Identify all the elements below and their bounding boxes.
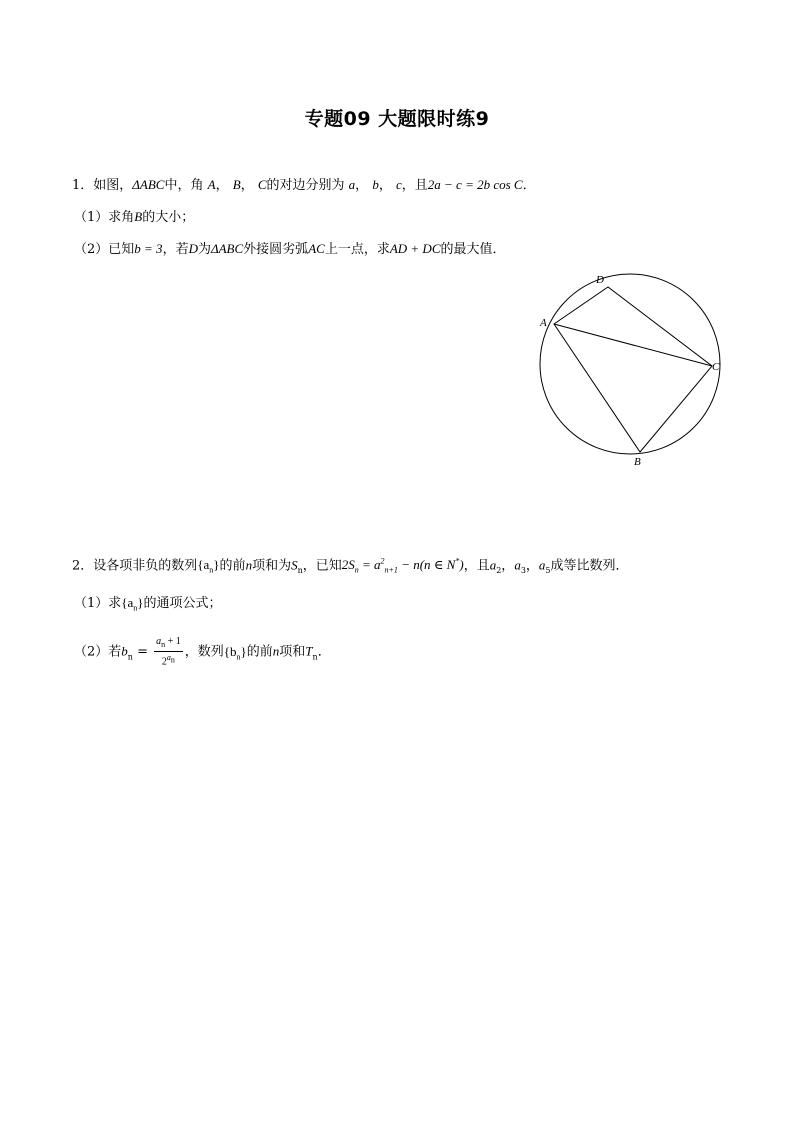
point-label-B: B [634,456,641,468]
point-label-A: A [540,317,547,329]
fraction-bn: $\frac{a_n + 1}{2^{a_n}}$ [156,636,181,668]
point-label-D: D [596,274,604,286]
quadrilateral-ADCB [554,287,712,452]
triangle-symbol: ΔABC [132,177,165,192]
circumcircle [540,274,720,454]
q2-stem: 2．设各项非负的数列$\{a_n\}$的前n项和为$S_n$，已知$2S_n = a^2_{n+1} - n(n$ ∈ N*)，且$a_2$，$a_3$，$a_5$成等比数列． [72,557,629,575]
q2-part2: （2）若$b_n$ = $\frac{a_n + 1}{2^{a_n}}$ ，数列$\{b_n\}$的前n项和$T_n$． [74,636,331,668]
q1-part1: （1）求角B的大小； [74,209,195,225]
sum-relation: $2S_n = a^2_{n+1} - n(n$ ∈ N*) [341,557,464,575]
condition-equation: 2a − c = 2b cos C [427,177,523,192]
q1-stem: 1．如图，ΔABC中，角 A， B， C的对边分别为 a， b， c，且2a − c = 2b cos C． [72,177,536,193]
page-title: 专题09 大题限时练9 [304,108,490,130]
q1-part2: （2）已知b = 3，若D为ΔABC外接圆劣弧AC上一点，求AD + DC的最大值． [74,241,506,257]
q2-part1: （1）求$\{a_n\}$的通项公式； [74,595,222,613]
point-label-C: C [712,361,720,373]
